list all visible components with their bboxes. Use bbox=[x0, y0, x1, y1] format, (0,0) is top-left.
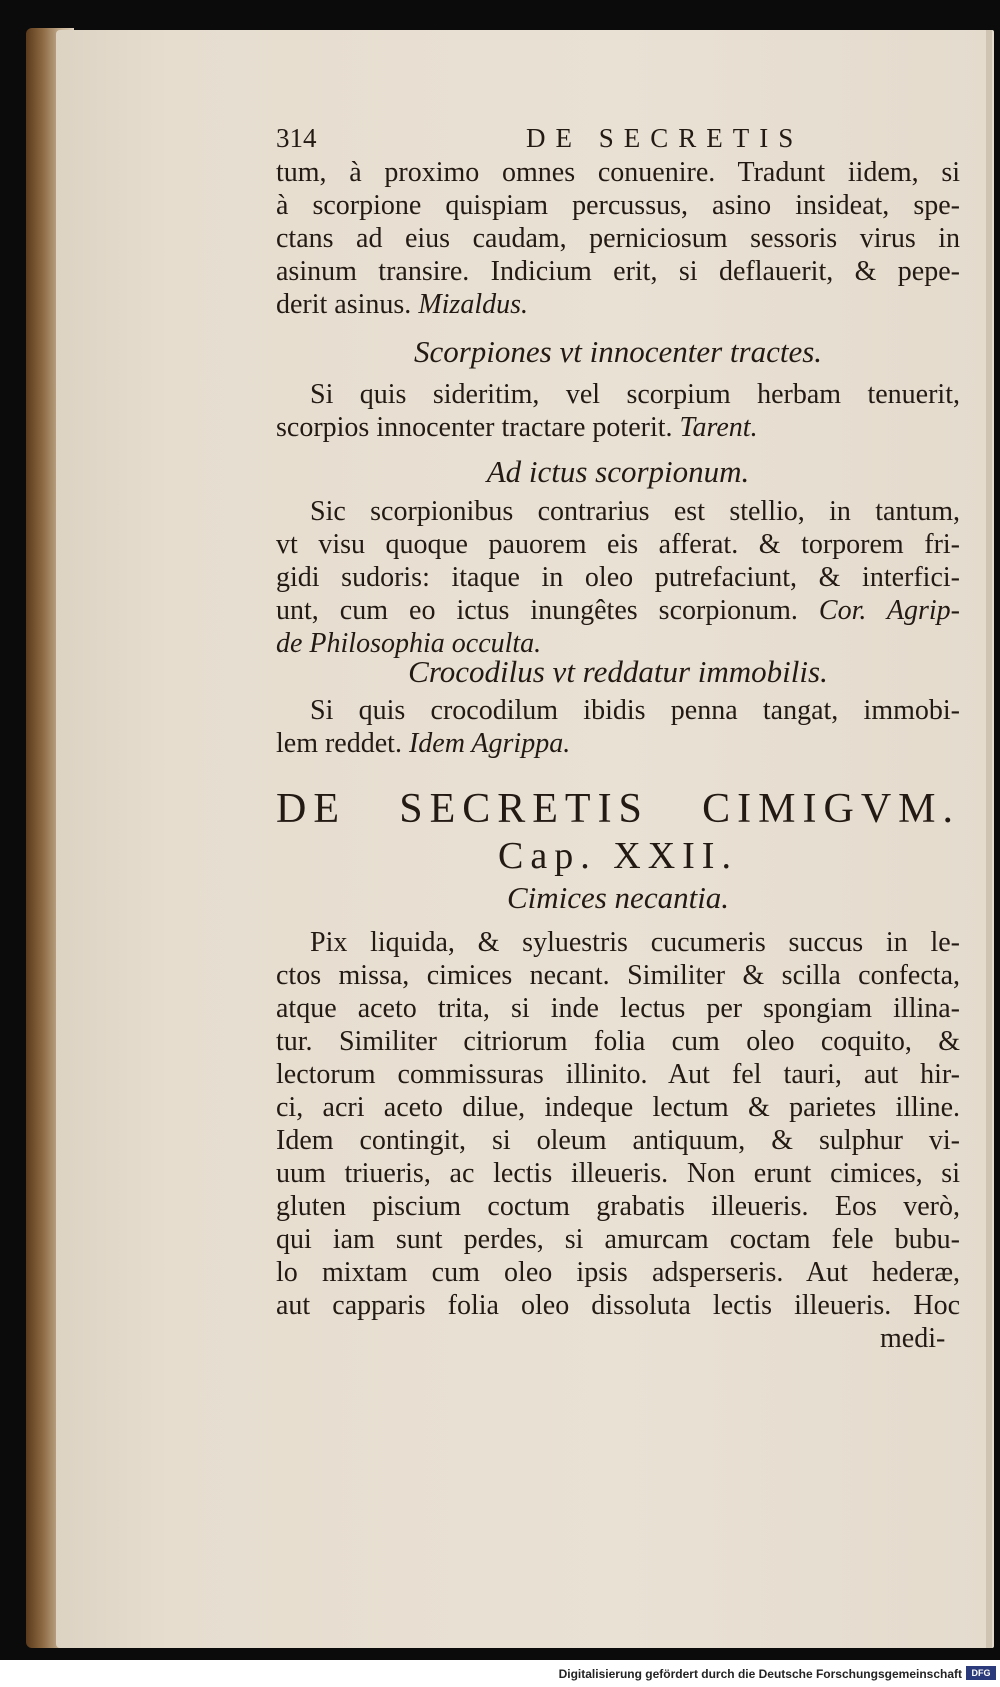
line-text: scorpios innocenter tractare poterit. bbox=[276, 412, 673, 443]
text-line: Si quis sideritim, vel scorpium herbam tenuerit, bbox=[310, 379, 960, 410]
text-line: atque aceto trita, si inde lectus per spongiam illina- bbox=[276, 993, 960, 1024]
digitization-footer bbox=[0, 1666, 1000, 1684]
text-line: ci, acri aceto dilue, indeque lectum & parietes illine. bbox=[276, 1092, 960, 1123]
page-number: 314 bbox=[276, 123, 317, 153]
text-line: uum triueris, ac lectis illeueris. Non erunt cimices, si bbox=[276, 1158, 960, 1189]
running-title: DE SECRETIS bbox=[526, 123, 804, 153]
section-heading: Crocodilus vt reddatur immobilis. bbox=[408, 654, 828, 689]
text-line: asinum transire. Indicium erit, si deflauerit, & pepe- bbox=[276, 256, 960, 287]
text-line: ctans ad eius caudam, perniciosum sessoris virus in bbox=[276, 223, 960, 254]
text-line: gidi sudoris: itaque in oleo putrefaciunt, & interfici- bbox=[276, 562, 960, 593]
text-line: Sic scorpionibus contrarius est stellio, in tantum, bbox=[310, 496, 960, 527]
text-line: aut capparis folia oleo dissoluta lectis illeueris. Hoc bbox=[276, 1290, 960, 1321]
text-line: lectorum commissuras illinito. Aut fel tauri, aut hir- bbox=[276, 1059, 960, 1090]
text-line: gluten piscium coctum grabatis illeueris. Eos verò, bbox=[276, 1191, 960, 1222]
catchword: medi- bbox=[880, 1323, 946, 1354]
source-citation: Tarent. bbox=[679, 412, 758, 443]
text-line: vt visu quoque pauorem eis afferat. & torporem fri- bbox=[276, 529, 960, 560]
source-citation: de Philosophia occulta. bbox=[276, 628, 542, 659]
text-line: tur. Similiter citriorum folia cum oleo coquito, & bbox=[276, 1026, 960, 1057]
source-citation: Mizaldus. bbox=[418, 289, 528, 320]
text-line: à scorpione quispiam percussus, asino insideat, spe- bbox=[276, 190, 960, 221]
section-heading: Cimices necantia. bbox=[506, 880, 730, 915]
text-line: Pix liquida, & syluestris cucumeris succus in le- bbox=[310, 927, 960, 958]
text-line bbox=[276, 411, 960, 445]
text-line: qui iam sunt perdes, si amurcam coctam fele bubu- bbox=[276, 1224, 960, 1255]
running-head bbox=[276, 118, 960, 158]
text-line: Si quis crocodilum ibidis penna tangat, immobi- bbox=[310, 695, 960, 726]
text-line: lo mixtam cum oleo ipsis adsperseris. Aut hederæ, bbox=[276, 1257, 960, 1288]
text-line: ctos missa, cimices necant. Similiter & scilla confecta, bbox=[276, 960, 960, 991]
line-text: derit asinus. bbox=[276, 289, 412, 320]
text-line bbox=[276, 727, 960, 761]
chapter-number: Cap. XXII. bbox=[498, 835, 738, 877]
section-heading: Ad ictus scorpionum. bbox=[486, 454, 750, 489]
text-line bbox=[276, 594, 960, 628]
chapter-title: DE SECRETIS CIMIGVM. bbox=[276, 786, 960, 832]
line-text: unt, cum eo ictus inungêtes scorpionum. bbox=[276, 595, 798, 626]
dfg-logo: DFG bbox=[966, 1666, 996, 1680]
text-line: tum, à proximo omnes conuenire. Tradunt iidem, si bbox=[276, 157, 960, 188]
footer-text: Digitalisierung gefördert durch die Deutsche Forschungsgemeinschaft bbox=[558, 1667, 962, 1681]
line-text: lem reddet. bbox=[276, 728, 402, 759]
source-citation: Cor. Agrip- bbox=[818, 595, 960, 626]
section-heading: Scorpiones vt innocenter tractes. bbox=[413, 334, 823, 369]
text-line bbox=[276, 288, 960, 322]
text-line: Idem contingit, si oleum antiquum, & sulphur vi- bbox=[276, 1125, 960, 1156]
source-citation: Idem Agrippa. bbox=[408, 728, 571, 759]
